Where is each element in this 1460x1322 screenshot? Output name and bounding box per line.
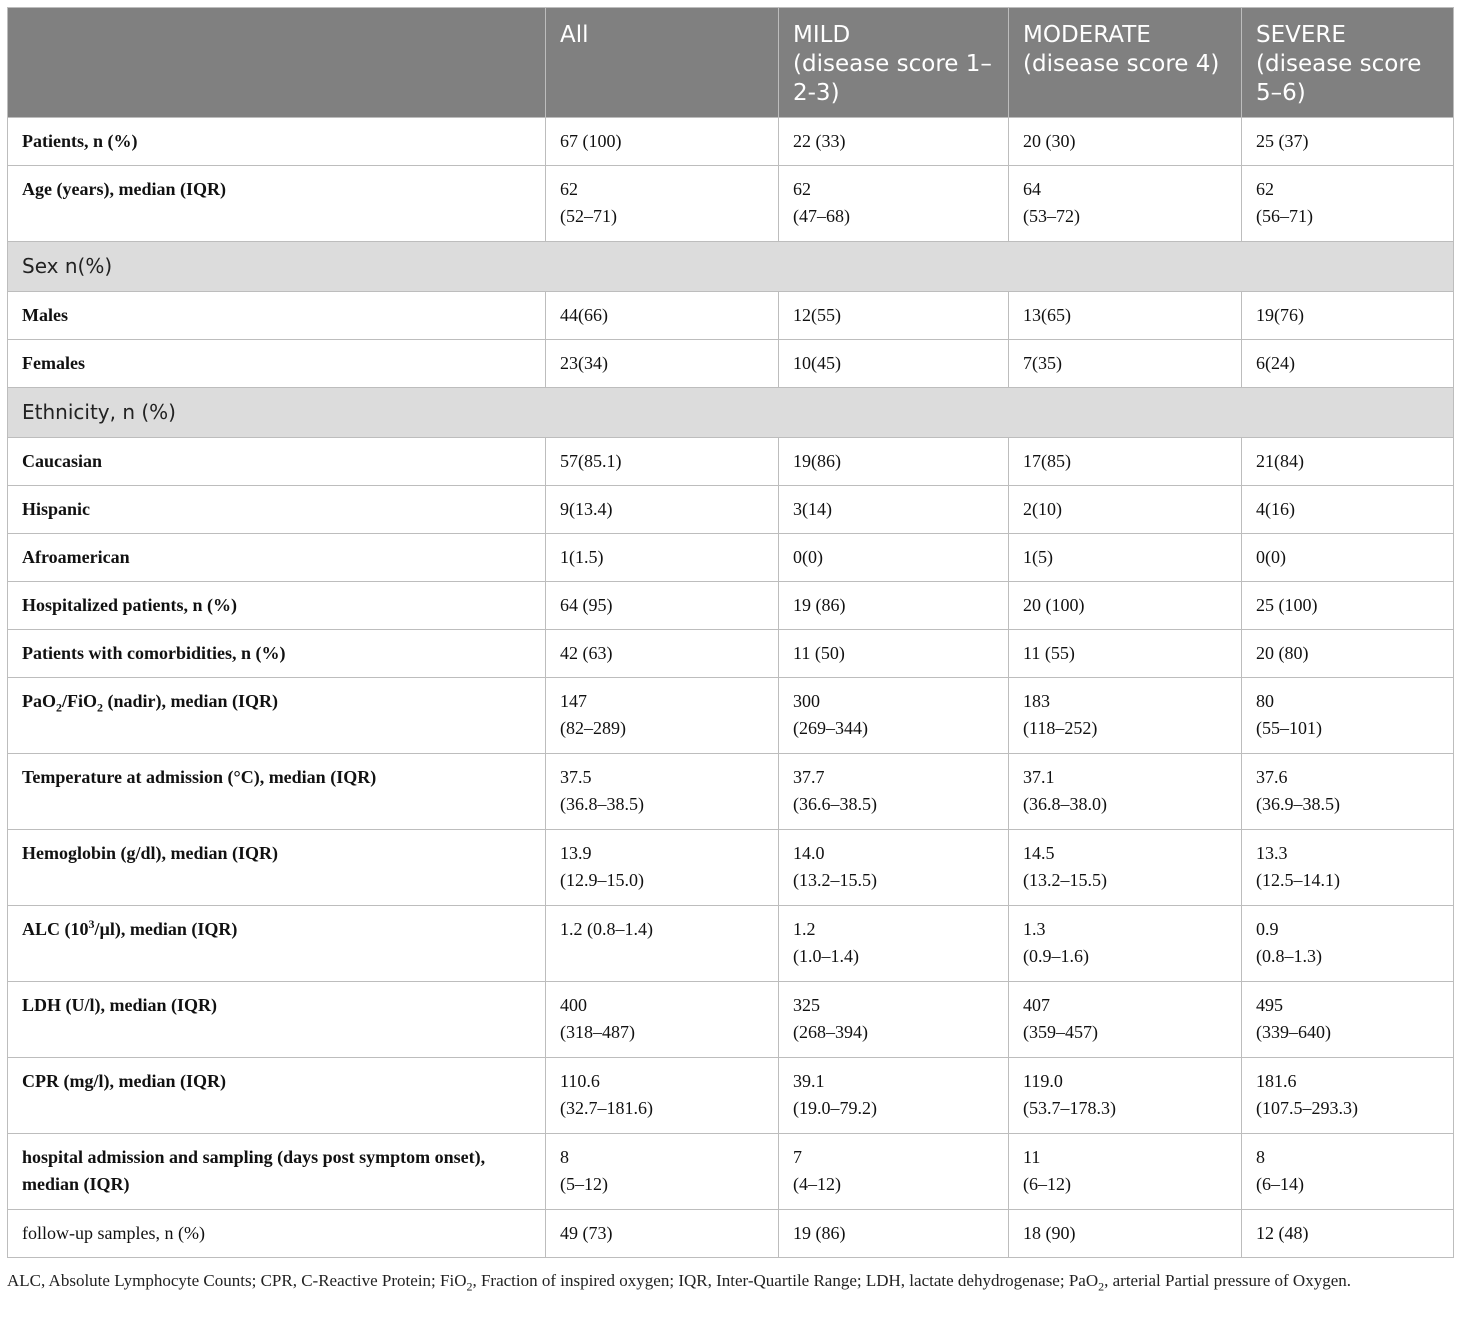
- value-line: 1(5): [1023, 547, 1053, 567]
- value-line: 67 (100): [560, 131, 622, 151]
- value-line: 181.6: [1256, 1071, 1297, 1091]
- footnote-subscript: 2: [466, 1279, 473, 1294]
- value-cell: [546, 340, 779, 388]
- value-line: (12.5–14.1): [1256, 870, 1340, 890]
- value-cell: [1009, 486, 1242, 534]
- row-label: CPR (mg/l), median (IQR): [8, 1058, 546, 1134]
- value-cell: [546, 582, 779, 630]
- value-line: 18 (90): [1023, 1223, 1076, 1243]
- value-line: 44(66): [560, 305, 608, 325]
- value-cell: [546, 534, 779, 582]
- value-cell: [779, 534, 1009, 582]
- value-line: (47–68): [793, 206, 850, 226]
- value-cell: [1242, 438, 1454, 486]
- value-line: 20 (100): [1023, 595, 1085, 615]
- table-wrapper: [7, 7, 1453, 1258]
- table-body: [8, 118, 1454, 1258]
- value-line: (53–72): [1023, 206, 1080, 226]
- value-cell: [1009, 582, 1242, 630]
- value-line: 13.9: [560, 843, 592, 863]
- value-line: 20 (80): [1256, 643, 1309, 663]
- header-row: [8, 8, 1454, 118]
- value-line: 19 (86): [793, 1223, 846, 1243]
- value-cell: [1242, 830, 1454, 906]
- value-line: (269–344): [793, 718, 868, 738]
- value-cell: [779, 982, 1009, 1058]
- value-line: (1.0–1.4): [793, 946, 859, 966]
- value-line: 8: [1256, 1147, 1265, 1167]
- value-line: (56–71): [1256, 206, 1313, 226]
- value-line: 20 (30): [1023, 131, 1076, 151]
- value-line: 147: [560, 691, 587, 711]
- value-cell: [1242, 630, 1454, 678]
- value-cell: [1009, 166, 1242, 242]
- value-line: 62: [793, 179, 811, 199]
- value-cell: [1242, 1134, 1454, 1210]
- row-label: Temperature at admission (°C), median (IQR): [8, 754, 546, 830]
- value-line: (12.9–15.0): [560, 870, 644, 890]
- value-line: 23(34): [560, 353, 608, 373]
- value-line: 11 (50): [793, 643, 845, 663]
- row-label: Patients with comorbidities, n (%): [8, 630, 546, 678]
- value-line: 3(14): [793, 499, 832, 519]
- value-cell: [1009, 630, 1242, 678]
- value-cell: [546, 906, 779, 982]
- value-line: 14.5: [1023, 843, 1055, 863]
- section-label: Sex n(%): [8, 242, 1454, 292]
- value-line: 21(84): [1256, 451, 1304, 471]
- value-cell: [1242, 534, 1454, 582]
- value-cell: [546, 630, 779, 678]
- header-severe-sub: (disease score 5–6): [1256, 51, 1422, 106]
- value-cell: [779, 906, 1009, 982]
- header-empty: [8, 8, 546, 118]
- value-cell: [779, 678, 1009, 754]
- value-cell: [1242, 340, 1454, 388]
- value-cell: [779, 438, 1009, 486]
- value-cell: [779, 1134, 1009, 1210]
- value-line: (0.9–1.6): [1023, 946, 1089, 966]
- value-line: 110.6: [560, 1071, 600, 1091]
- header-moderate: [1009, 8, 1242, 118]
- footnote-text: ALC, Absolute Lymphocyte Counts; CPR, C-Reactive Protein; FiO: [7, 1271, 467, 1290]
- value-line: 13.3: [1256, 843, 1288, 863]
- header-severe-title: SEVERE: [1256, 22, 1346, 48]
- value-cell: [546, 678, 779, 754]
- value-line: 37.5: [560, 767, 592, 787]
- table-row: [8, 1210, 1454, 1258]
- table-footnote: [7, 1268, 1453, 1293]
- row-label: Caucasian: [8, 438, 546, 486]
- value-line: 49 (73): [560, 1223, 613, 1243]
- value-cell: [1242, 1058, 1454, 1134]
- value-cell: [1009, 118, 1242, 166]
- value-cell: [779, 292, 1009, 340]
- row-label: follow-up samples, n (%): [8, 1210, 546, 1258]
- value-line: 1.2 (0.8–1.4): [560, 919, 653, 939]
- value-cell: [1242, 582, 1454, 630]
- value-cell: [779, 1058, 1009, 1134]
- row-label: [8, 678, 546, 754]
- value-cell: [1242, 166, 1454, 242]
- value-line: 14.0: [793, 843, 825, 863]
- header-moderate-title: MODERATE: [1023, 22, 1151, 48]
- section-row: [8, 388, 1454, 438]
- value-cell: [1009, 438, 1242, 486]
- value-line: (52–71): [560, 206, 617, 226]
- label-text: PaO: [22, 691, 56, 711]
- value-line: (6–12): [1023, 1174, 1071, 1194]
- table-row: [8, 166, 1454, 242]
- footnote-text: , arterial Partial pressure of Oxygen.: [1104, 1271, 1351, 1290]
- value-line: 39.1: [793, 1071, 825, 1091]
- value-line: (36.9–38.5): [1256, 794, 1340, 814]
- value-cell: [1009, 830, 1242, 906]
- row-label: Age (years), median (IQR): [8, 166, 546, 242]
- row-label: Hemoglobin (g/dl), median (IQR): [8, 830, 546, 906]
- footnote-subscript: 2: [1098, 1279, 1105, 1294]
- table-row: [8, 1058, 1454, 1134]
- header-severe: [1242, 8, 1454, 118]
- value-line: (4–12): [793, 1174, 841, 1194]
- table-row: [8, 1134, 1454, 1210]
- value-line: 119.0: [1023, 1071, 1063, 1091]
- patient-characteristics-table: [7, 7, 1454, 1258]
- value-line: 495: [1256, 995, 1283, 1015]
- value-line: (82–289): [560, 718, 626, 738]
- label-text: /µl), median (IQR): [94, 919, 238, 939]
- value-line: 10(45): [793, 353, 841, 373]
- value-line: 12 (48): [1256, 1223, 1309, 1243]
- value-line: 57(85.1): [560, 451, 622, 471]
- label-text: /FiO: [62, 691, 97, 711]
- label-script: 2: [56, 700, 62, 715]
- row-label: Patients, n (%): [8, 118, 546, 166]
- value-line: (107.5–293.3): [1256, 1098, 1358, 1118]
- value-cell: [779, 754, 1009, 830]
- value-line: 19(86): [793, 451, 841, 471]
- value-cell: [1009, 292, 1242, 340]
- value-line: 400: [560, 995, 587, 1015]
- value-cell: [546, 292, 779, 340]
- value-line: 11: [1023, 1147, 1041, 1167]
- row-label: Males: [8, 292, 546, 340]
- value-line: (55–101): [1256, 718, 1322, 738]
- value-cell: [1009, 340, 1242, 388]
- row-label: hospital admission and sampling (days post symptom onset), median (IQR): [8, 1134, 546, 1210]
- value-cell: [1242, 678, 1454, 754]
- value-line: 1(1.5): [560, 547, 604, 567]
- value-line: 0(0): [1256, 547, 1286, 567]
- value-line: (5–12): [560, 1174, 608, 1194]
- row-label: Hispanic: [8, 486, 546, 534]
- value-cell: [1009, 534, 1242, 582]
- table-row: [8, 906, 1454, 982]
- value-cell: [1242, 754, 1454, 830]
- value-cell: [546, 754, 779, 830]
- value-line: 64 (95): [560, 595, 613, 615]
- value-cell: [546, 1058, 779, 1134]
- label-script: 3: [88, 917, 95, 931]
- value-line: (6–14): [1256, 1174, 1304, 1194]
- value-line: 2(10): [1023, 499, 1062, 519]
- value-line: (13.2–15.5): [1023, 870, 1107, 890]
- value-cell: [546, 118, 779, 166]
- value-cell: [546, 1210, 779, 1258]
- label-text: ALC (10: [22, 919, 89, 939]
- value-line: 7(35): [1023, 353, 1062, 373]
- value-cell: [546, 166, 779, 242]
- value-cell: [1009, 1134, 1242, 1210]
- value-line: 8: [560, 1147, 569, 1167]
- value-line: 80: [1256, 691, 1274, 711]
- value-line: 37.1: [1023, 767, 1055, 787]
- value-line: (36.6–38.5): [793, 794, 877, 814]
- header-mild-sub: (disease score 1–2-3): [793, 51, 992, 106]
- value-cell: [1242, 486, 1454, 534]
- table-row: [8, 678, 1454, 754]
- value-cell: [779, 118, 1009, 166]
- value-line: 407: [1023, 995, 1050, 1015]
- value-line: 6(24): [1256, 353, 1295, 373]
- value-cell: [1242, 906, 1454, 982]
- value-line: 17(85): [1023, 451, 1071, 471]
- header-mild: [779, 8, 1009, 118]
- value-cell: [546, 1134, 779, 1210]
- value-line: 4(16): [1256, 499, 1295, 519]
- header-mild-title: MILD: [793, 22, 851, 48]
- label-script: 2: [97, 700, 103, 715]
- value-line: 300: [793, 691, 820, 711]
- value-line: (339–640): [1256, 1022, 1331, 1042]
- value-cell: [1009, 754, 1242, 830]
- value-line: 325: [793, 995, 820, 1015]
- value-line: 1.2: [793, 919, 816, 939]
- value-line: 22 (33): [793, 131, 846, 151]
- value-line: (359–457): [1023, 1022, 1098, 1042]
- table-row: [8, 340, 1454, 388]
- value-cell: [1009, 1058, 1242, 1134]
- value-cell: [546, 982, 779, 1058]
- label-text: (nadir), median (IQR): [103, 691, 278, 711]
- value-line: 42 (63): [560, 643, 613, 663]
- value-line: 62: [560, 179, 578, 199]
- value-cell: [546, 486, 779, 534]
- value-line: (32.7–181.6): [560, 1098, 653, 1118]
- value-line: 62: [1256, 179, 1274, 199]
- value-cell: [1242, 982, 1454, 1058]
- table-row: [8, 754, 1454, 830]
- value-cell: [779, 1210, 1009, 1258]
- value-cell: [779, 582, 1009, 630]
- value-cell: [1242, 292, 1454, 340]
- value-line: 37.6: [1256, 767, 1288, 787]
- value-line: 12(55): [793, 305, 841, 325]
- value-line: 25 (37): [1256, 131, 1309, 151]
- table-row: [8, 534, 1454, 582]
- value-cell: [1242, 118, 1454, 166]
- table-row: [8, 486, 1454, 534]
- value-line: 183: [1023, 691, 1050, 711]
- value-line: 64: [1023, 179, 1041, 199]
- value-line: 11 (55): [1023, 643, 1075, 663]
- value-line: 9(13.4): [560, 499, 613, 519]
- value-line: 13(65): [1023, 305, 1071, 325]
- header-moderate-sub: (disease score 4): [1023, 51, 1220, 77]
- value-cell: [546, 438, 779, 486]
- value-line: 0(0): [793, 547, 823, 567]
- value-cell: [1009, 678, 1242, 754]
- table-row: [8, 982, 1454, 1058]
- value-line: (36.8–38.5): [560, 794, 644, 814]
- table-row: [8, 630, 1454, 678]
- row-label: Afroamerican: [8, 534, 546, 582]
- table-row: [8, 830, 1454, 906]
- table-row: [8, 118, 1454, 166]
- value-cell: [546, 830, 779, 906]
- value-line: (53.7–178.3): [1023, 1098, 1116, 1118]
- value-line: 1.3: [1023, 919, 1046, 939]
- value-line: (118–252): [1023, 718, 1098, 738]
- value-cell: [779, 340, 1009, 388]
- section-label: Ethnicity, n (%): [8, 388, 1454, 438]
- value-cell: [1242, 1210, 1454, 1258]
- table-row: [8, 438, 1454, 486]
- value-line: (19.0–79.2): [793, 1098, 877, 1118]
- value-line: (268–394): [793, 1022, 868, 1042]
- value-line: 25 (100): [1256, 595, 1318, 615]
- value-line: 37.7: [793, 767, 825, 787]
- section-row: [8, 242, 1454, 292]
- value-line: 19(76): [1256, 305, 1304, 325]
- table-row: [8, 292, 1454, 340]
- value-cell: [779, 630, 1009, 678]
- value-line: 7: [793, 1147, 802, 1167]
- value-line: 19 (86): [793, 595, 846, 615]
- value-cell: [1009, 1210, 1242, 1258]
- row-label: LDH (U/l), median (IQR): [8, 982, 546, 1058]
- value-cell: [779, 486, 1009, 534]
- value-cell: [779, 830, 1009, 906]
- footnote-text: , Fraction of inspired oxygen; IQR, Inter-Quartile Range; LDH, lactate dehydrogenase; PaO: [472, 1271, 1099, 1290]
- value-cell: [1009, 982, 1242, 1058]
- value-line: (36.8–38.0): [1023, 794, 1107, 814]
- value-line: 0.9: [1256, 919, 1279, 939]
- table-row: [8, 582, 1454, 630]
- header-all: All: [546, 8, 779, 118]
- value-cell: [779, 166, 1009, 242]
- value-cell: [1009, 906, 1242, 982]
- value-line: (13.2–15.5): [793, 870, 877, 890]
- row-label: [8, 906, 546, 982]
- value-line: (318–487): [560, 1022, 635, 1042]
- row-label: Hospitalized patients, n (%): [8, 582, 546, 630]
- value-line: (0.8–1.3): [1256, 946, 1322, 966]
- row-label: Females: [8, 340, 546, 388]
